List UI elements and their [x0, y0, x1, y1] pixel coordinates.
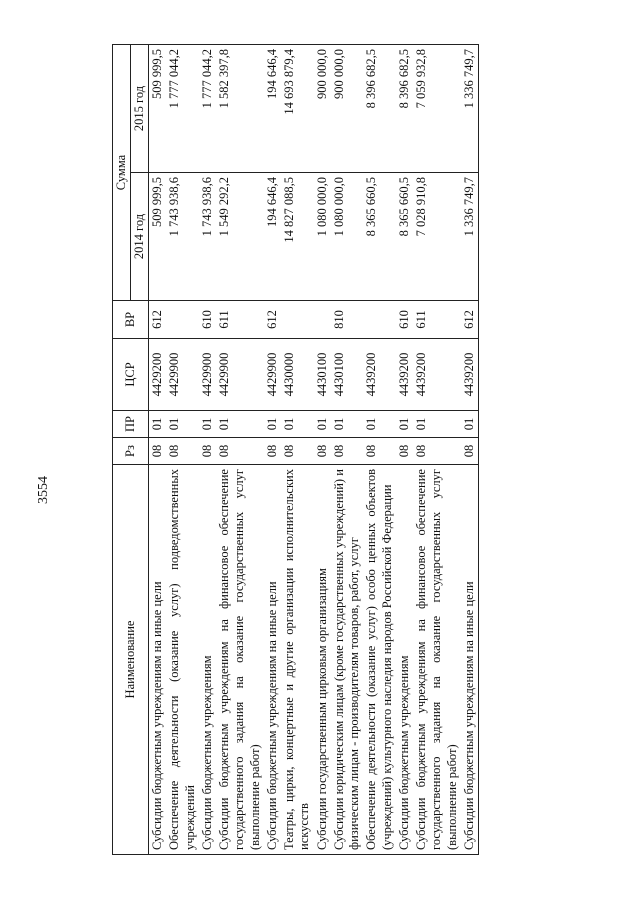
cell-csr: 4439200	[461, 339, 479, 411]
cell-name: Субсидии юридическим лицам (кроме государственных учреждений) и физическим лицам - производителям товаров, работ, услуг	[331, 465, 364, 855]
table-row	[281, 45, 314, 855]
cell-csr: 4429200	[149, 339, 167, 411]
cell-rz: 08	[314, 438, 331, 465]
table-row	[461, 45, 479, 855]
cell-pr: 01	[363, 411, 396, 438]
table-row	[149, 45, 167, 855]
cell-vr: 610	[396, 301, 413, 339]
table-row	[264, 45, 281, 855]
table-row	[363, 45, 396, 855]
cell-name: Субсидии бюджетным учреждениям на иные цели	[264, 465, 281, 855]
cell-name: Субсидии бюджетным учреждениям на иные цели	[149, 465, 167, 855]
table-row	[396, 45, 413, 855]
cell-rz: 08	[166, 438, 199, 465]
cell-name: Субсидии бюджетным учреждениям на финансовое обеспечение государственного задания на оказание государственных услуг (выполнение работ)	[216, 465, 264, 855]
cell-rz: 08	[461, 438, 479, 465]
page-number-text: 3554	[36, 476, 51, 504]
cell-y2015: 8 396 682,5	[396, 45, 413, 173]
cell-csr: 4429900	[199, 339, 216, 411]
cell-y2015: 14 693 879,4	[281, 45, 314, 173]
cell-rz: 08	[363, 438, 396, 465]
cell-y2014: 1 549 292,2	[216, 173, 264, 301]
table-body	[149, 45, 479, 855]
cell-csr: 4429900	[166, 339, 199, 411]
table-row	[331, 45, 364, 855]
cell-pr: 01	[149, 411, 167, 438]
cell-csr: 4439200	[413, 339, 461, 411]
cell-name: Субсидии бюджетным учреждениям на иные цели	[461, 465, 479, 855]
cell-rz: 08	[216, 438, 264, 465]
header-csr: ЦСР	[113, 339, 149, 411]
header-2015: 2015 год	[131, 45, 149, 173]
cell-y2015: 1 336 749,7	[461, 45, 479, 173]
cell-y2014: 1 743 938,6	[199, 173, 216, 301]
cell-rz: 08	[396, 438, 413, 465]
cell-y2015: 1 777 044,2	[199, 45, 216, 173]
cell-pr: 01	[199, 411, 216, 438]
cell-y2014: 194 646,4	[264, 173, 281, 301]
cell-pr: 01	[216, 411, 264, 438]
cell-pr: 01	[264, 411, 281, 438]
cell-name: Субсидии бюджетным учреждениям	[396, 465, 413, 855]
cell-pr: 01	[331, 411, 364, 438]
cell-rz: 08	[264, 438, 281, 465]
cell-pr: 01	[413, 411, 461, 438]
table-row	[413, 45, 461, 855]
cell-rz: 08	[149, 438, 167, 465]
cell-pr: 01	[166, 411, 199, 438]
table-row	[166, 45, 199, 855]
cell-vr	[314, 301, 331, 339]
header-pr: ПР	[113, 411, 149, 438]
cell-y2015: 7 059 932,8	[413, 45, 461, 173]
cell-y2015: 900 000,0	[314, 45, 331, 173]
header-2014: 2014 год	[131, 173, 149, 301]
cell-vr: 611	[216, 301, 264, 339]
cell-csr: 4430000	[281, 339, 314, 411]
cell-vr: 810	[331, 301, 364, 339]
cell-pr: 01	[461, 411, 479, 438]
cell-y2014: 1 080 000,0	[314, 173, 331, 301]
budget-table	[112, 44, 479, 855]
cell-rz: 08	[413, 438, 461, 465]
cell-csr: 4430100	[331, 339, 364, 411]
cell-vr	[166, 301, 199, 339]
table-row	[199, 45, 216, 855]
budget-table-rotated	[112, 45, 576, 855]
header-rz: Рз	[113, 438, 149, 465]
cell-csr: 4439200	[396, 339, 413, 411]
cell-vr: 611	[413, 301, 461, 339]
cell-vr: 612	[264, 301, 281, 339]
table-row	[314, 45, 331, 855]
page-number	[32, 470, 56, 510]
cell-vr: 612	[461, 301, 479, 339]
cell-y2014: 8 365 660,5	[363, 173, 396, 301]
cell-name: Обеспечение деятельности (оказание услуг) подведомственных учреждений	[166, 465, 199, 855]
cell-vr	[281, 301, 314, 339]
cell-name: Обеспечение деятельности (оказание услуг) особо ценных объектов (учреждений) культурного наследия народов Российской Федерации	[363, 465, 396, 855]
cell-y2014: 1 080 000,0	[331, 173, 364, 301]
cell-y2014: 8 365 660,5	[396, 173, 413, 301]
cell-csr: 4429900	[264, 339, 281, 411]
cell-rz: 08	[331, 438, 364, 465]
cell-vr	[363, 301, 396, 339]
cell-y2015: 1 582 397,8	[216, 45, 264, 173]
cell-y2014: 509 999,5	[149, 173, 167, 301]
cell-vr: 610	[199, 301, 216, 339]
cell-name: Субсидии государственным цирковым организациям	[314, 465, 331, 855]
table-row	[216, 45, 264, 855]
header-vr: ВР	[113, 301, 149, 339]
cell-y2014: 14 827 088,5	[281, 173, 314, 301]
cell-y2014: 1 336 749,7	[461, 173, 479, 301]
cell-csr: 4439200	[363, 339, 396, 411]
cell-vr: 612	[149, 301, 167, 339]
cell-csr: 4430100	[314, 339, 331, 411]
cell-y2015: 900 000,0	[331, 45, 364, 173]
cell-y2015: 509 999,5	[149, 45, 167, 173]
header-sum: Сумма	[113, 45, 131, 301]
cell-name: Субсидии бюджетным учреждениям на финансовое обеспечение государственного задания на оказание государственных услуг (выполнение работ)	[413, 465, 461, 855]
cell-pr: 01	[396, 411, 413, 438]
cell-y2014: 1 743 938,6	[166, 173, 199, 301]
cell-pr: 01	[314, 411, 331, 438]
header-name: Наименование	[113, 465, 149, 855]
cell-name: Театры, цирки, концертные и другие организации исполнительских искусств	[281, 465, 314, 855]
cell-y2015: 8 396 682,5	[363, 45, 396, 173]
cell-rz: 08	[281, 438, 314, 465]
cell-name: Субсидии бюджетным учреждениям	[199, 465, 216, 855]
cell-y2014: 7 028 910,8	[413, 173, 461, 301]
cell-rz: 08	[199, 438, 216, 465]
cell-y2015: 1 777 044,2	[166, 45, 199, 173]
cell-pr: 01	[281, 411, 314, 438]
cell-csr: 4429900	[216, 339, 264, 411]
cell-y2015: 194 646,4	[264, 45, 281, 173]
